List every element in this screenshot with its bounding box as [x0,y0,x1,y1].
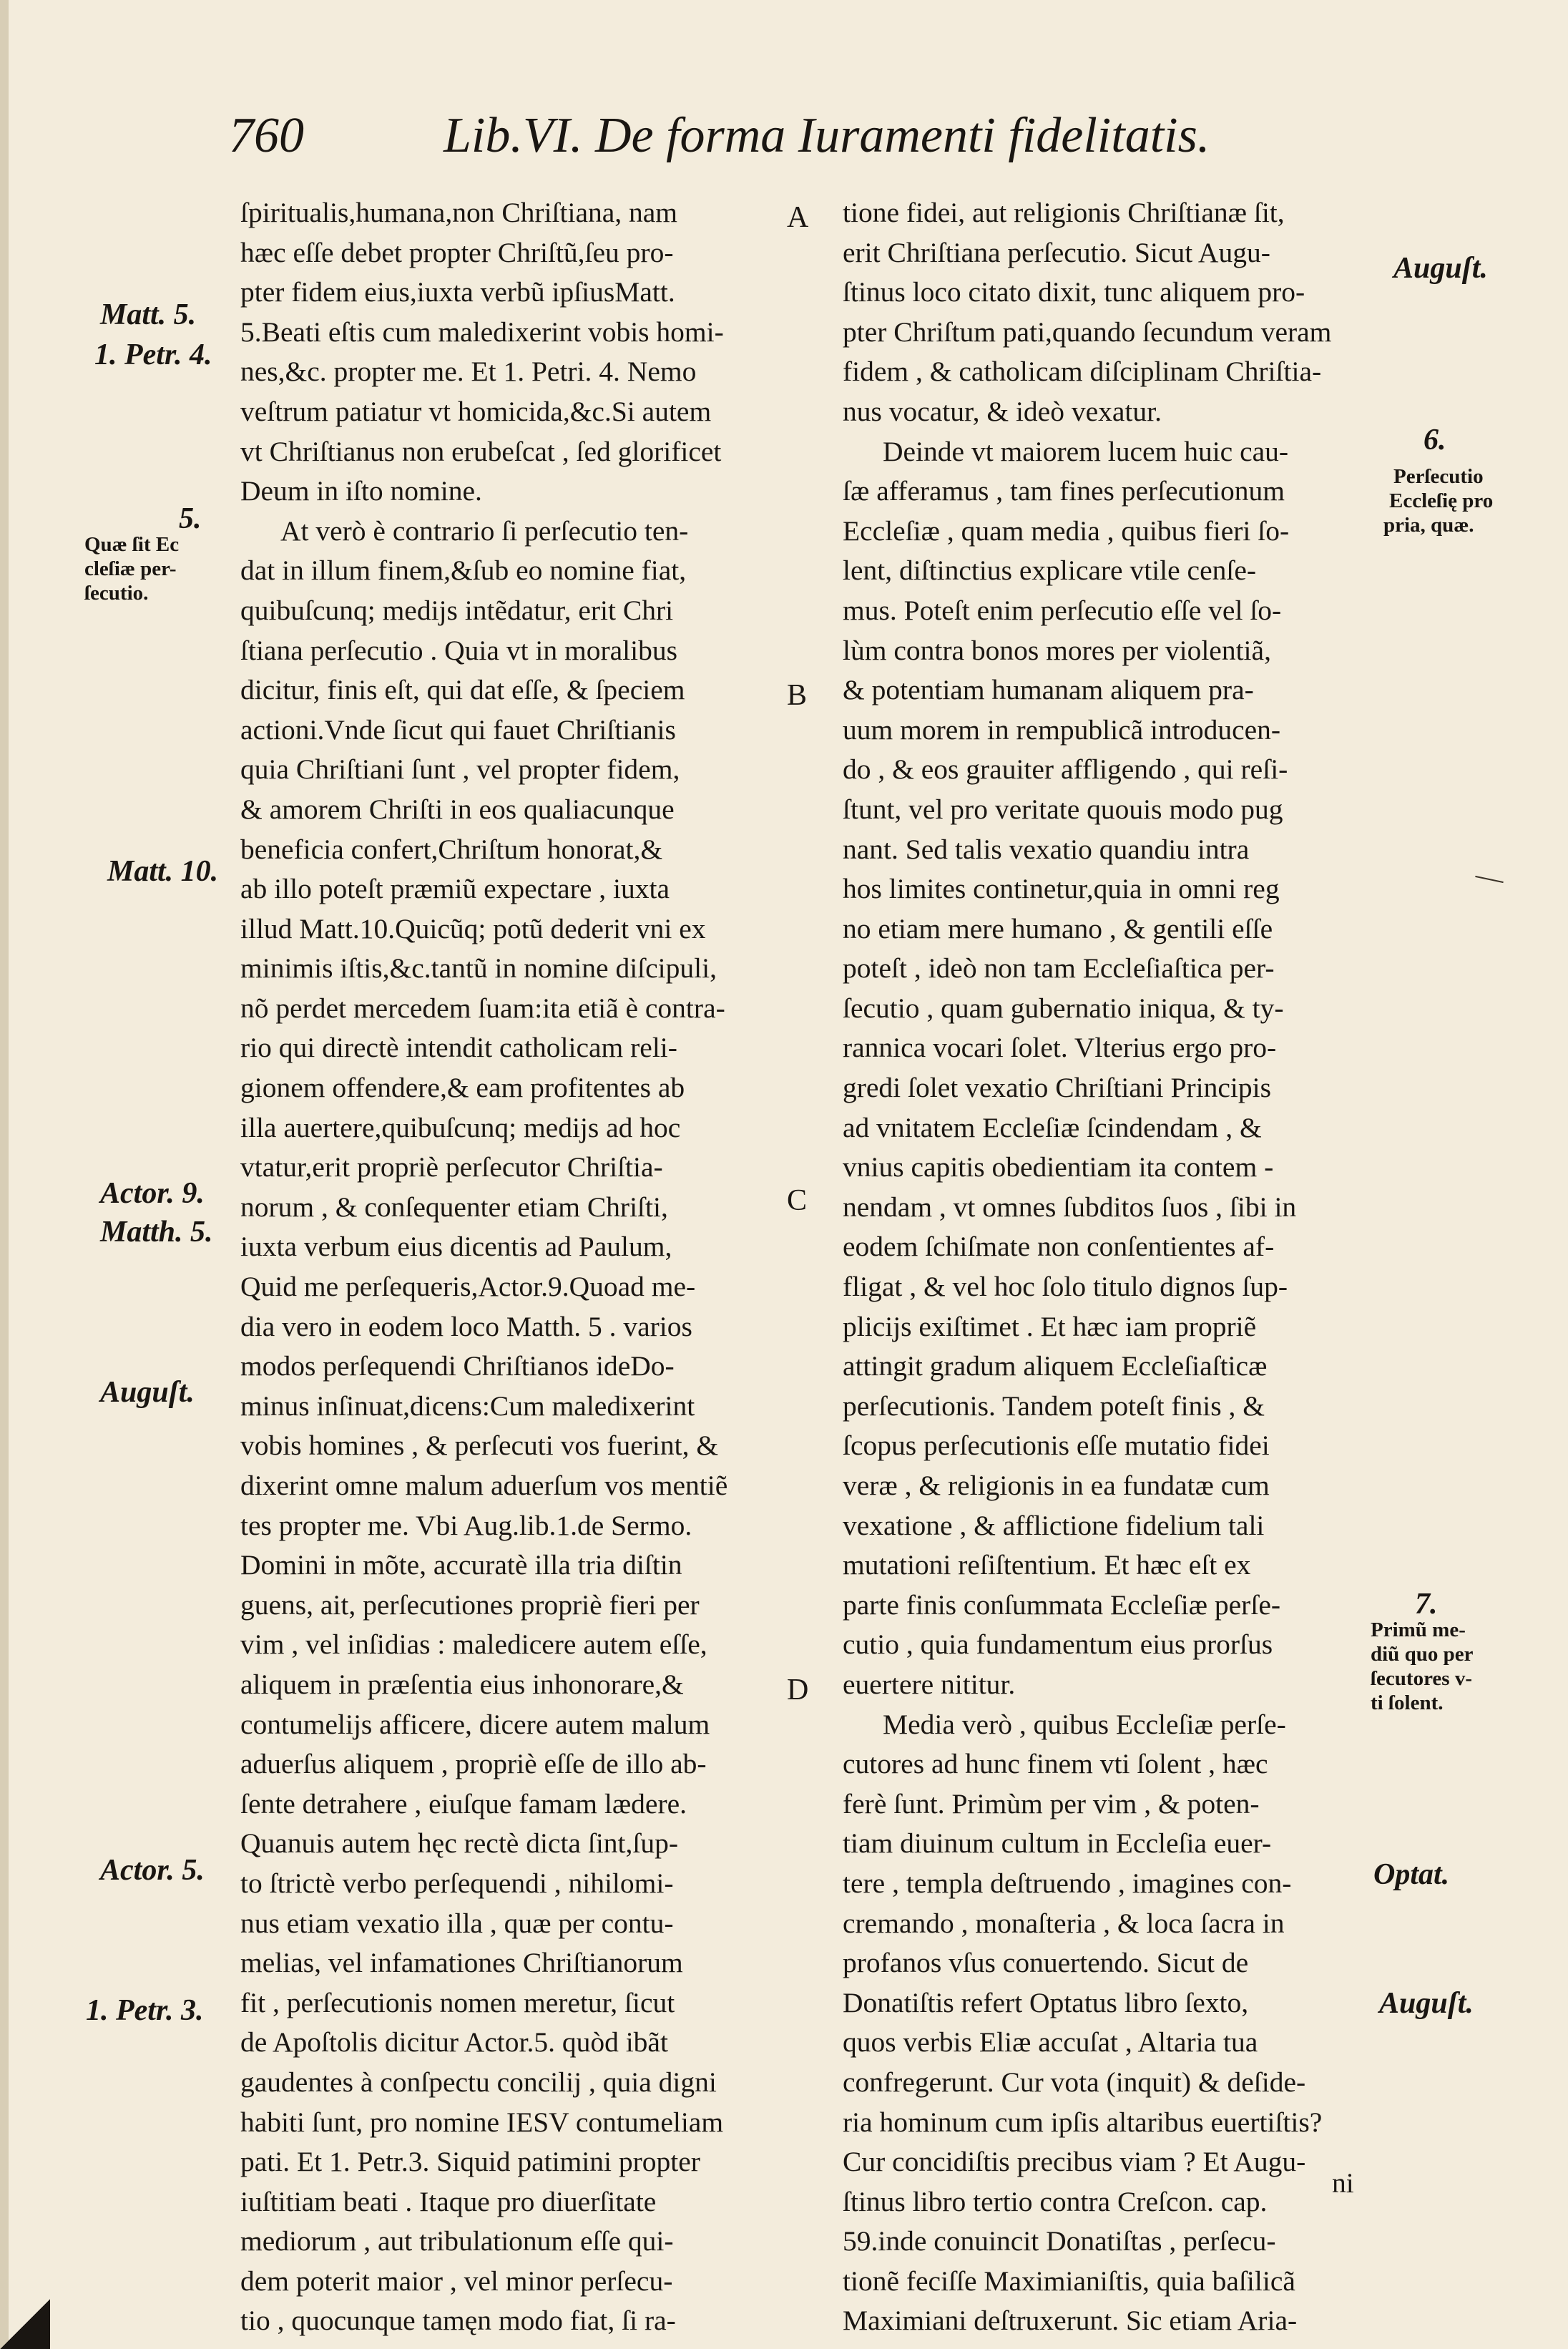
running-title: Lib.VI. De forma Iuramenti fidelitatis. [444,108,1210,163]
right-text-column [843,193,1379,2341]
right-column-line: tionẽ feciſſe Maximianiſtis, quia baſilicã [843,2265,1295,2297]
left-column-line: rio qui directè intendit catholicam reli- [240,1032,677,1064]
left-column-line: minimis iſtis,&c.tantũ in nomine diſcipuli, [240,952,717,985]
right-column-line: veræ , & religionis in ea fundatæ cum [843,1470,1270,1501]
right-column-line: tere , templa deſtruendo , imagines con- [843,1867,1292,1899]
right-column-line: ſtinus loco citato dixit, tunc aliquem pro- [843,276,1305,308]
left-column-line: At verò è contrario ſi perſecutio ten- [280,514,689,547]
left-column-line: Quid me perſequeris,Actor.9.Quoad me- [240,1271,696,1303]
margin-note-quae-sit-1: Quæ ſit Ec [84,533,180,556]
left-text-column [240,193,770,2341]
left-column-line: dat in illum finem,&ſub eo nomine fiat, [240,555,687,587]
right-column-line: tione fidei, aut religionis Chriſtianæ ſit, [843,197,1285,228]
margin-note-quae-sit-2: cleſiæ per- [84,557,177,580]
right-column-line: fidem , & catholicam diſciplinam Chriſtia- [843,356,1322,388]
left-column-line: actioni.Vnde ſicut qui fauet Chriſtianis [240,713,676,746]
margin-note-august-left: Auguſt. [100,1376,195,1409]
left-column-line: iuſtitiam beati . Itaque pro diuerſitate [240,2185,657,2217]
margin-note-actor5: Actor. 5. [100,1854,205,1887]
left-column-line: aduerſus aliquem , propriè eſſe de illo ab- [240,1748,707,1780]
right-column-line: ad vnitatem Eccleſiæ ſcindendam , & [843,1111,1262,1143]
left-column-line: 5.Beati eſtis cum maledixerint vobis homi- [240,316,724,348]
right-column-line: Maximiani deſtruxerunt. Sic etiam Aria- [843,2305,1298,2337]
left-column-line: pati. Et 1. Petr.3. Siquid patimini propter [240,2146,700,2178]
right-column-line: cremando , monaſteria , & loca ſacra in [843,1907,1285,1939]
left-column-line: dixerint omne malum aduerſum vos mentiẽ [240,1470,728,1501]
left-column-line: vim , vel inſidias : maledicere autem eſſe, [240,1628,707,1661]
right-column-line: Donatiſtis refert Optatus libro ſexto, [843,1986,1249,2018]
left-column-line: nes,&c. propter me. Et 1. Petri. 4. Nemo [240,356,697,388]
left-column-line: mediorum , aut tribulationum eſſe qui- [240,2225,674,2257]
right-column-line: pter Chriſtum pati,quando ſecundum veram [843,316,1332,348]
right-column-line: & potentiam humanam aliquem pra- [843,674,1254,706]
left-column-line: iuxta verbum eius dicentis ad Paulum, [240,1231,672,1263]
page-number: 760 [229,108,304,163]
margin-note-primum-4: ti ſolent. [1371,1691,1444,1714]
left-column-line: fit , perſecutionis nomen meretur, ſicut [240,1986,675,2018]
page-corner-mark [0,2299,50,2349]
right-column-line: gredi ſolet vexatio Chriſtiani Principis [843,1072,1271,1104]
left-column-line: gaudentes à conſpectu concilij , quia digni [240,2066,717,2098]
right-column-line: nus vocatur, & ideò vexatur. [843,395,1162,427]
right-column-line: rannica vocari ſolet. Vlterius ergo pro- [843,1032,1277,1064]
page-edge [0,0,9,2349]
left-column-line: minus inſinuat,dicens:Cum maledixerint [240,1390,695,1422]
right-column-line: attingit gradum aliquem Eccleſiaſticæ [843,1350,1268,1382]
left-column-line: vt Chriſtianus non erubeſcat , ſed glorificet [240,435,722,467]
right-column-line: ſtunt, vel pro veritate quouis modo pug [843,793,1283,825]
left-column-line: dicitur, finis eſt, qui dat eſſe, & ſpeciem [240,674,685,706]
right-column-line: ria hominum cum ipſis altaribus euertiſtis? [843,2106,1323,2138]
right-column-line: hos limites continetur,quia in omni reg [843,873,1280,905]
right-column-line: perſecutionis. Tandem poteſt finis , & [843,1390,1265,1422]
left-column-line: norum , & conſequenter etiam Chriſti, [240,1191,668,1223]
running-header [229,107,1302,172]
margin-note-primum-2: diũ quo per [1371,1643,1474,1666]
margin-note-optat: Optat. [1373,1858,1450,1891]
left-column-line: & amorem Chriſti in eos qualiacunque [240,793,675,825]
right-column-line: ſcopus perſecutionis eſſe mutatio fidei [843,1430,1270,1462]
left-column-line: pter fidem eius,iuxta verbũ ipſiusMatt. [240,276,675,308]
left-column-line: illa auertere,quibuſcunq; medijs ad hoc [240,1111,681,1143]
right-column-line: euertere nititur. [843,1668,1016,1700]
left-column-line: guens, ait, perſecutiones propriè fieri per [240,1588,700,1621]
left-column-line: nus etiam vexatio illa , quæ per contu- [240,1907,674,1939]
right-column-line: ferè ſunt. Primùm per vim , & poten- [843,1787,1260,1820]
right-column-line: ſecutio , quam gubernatio iniqua, & ty- [843,992,1284,1024]
left-column-line: quia Chriſtiani ſunt , vel propter fidem, [240,753,680,786]
left-column-line: melias, vel infamationes Chriſtianorum [240,1947,683,1979]
left-column-line: ab illo poteſt præmiũ expectare , iuxta [240,873,670,905]
right-column-line: eodem ſchiſmate non conſentientes af- [843,1231,1275,1263]
left-column-line: vtatur,erit propriè perſecutor Chriſtia- [240,1151,663,1183]
left-column-line: ſente detrahere , eiuſque famam lædere. [240,1787,687,1820]
right-column-line: Eccleſiæ , quam media , quibus fieri ſo- [843,514,1290,547]
right-column-line: parte finis conſummata Eccleſiæ perſe- [843,1588,1280,1621]
right-column-line: fligat , & vel hoc ſolo titulo dignos ſup- [843,1271,1288,1303]
right-column-line: nant. Sed talis vexatio quandiu intra [843,833,1250,865]
left-column-line: aliquem in præſentia eius inhonorare,& [240,1668,684,1700]
left-column-line: gionem offendere,& eam profitentes ab [240,1072,685,1104]
left-column-line: modos perſequendi Chriſtianos ideDo- [240,1350,675,1382]
right-column-line: mutationi reſiſtentium. Et hæc eſt ex [843,1549,1251,1581]
left-column-line: quibuſcunq; medijs intẽdatur, erit Chri [240,594,674,626]
margin-note-number-5: 5. [179,502,202,535]
left-column-line: beneficia confert,Chriſtum honorat,& [240,833,663,865]
left-column-line: to ſtrictè verbo perſequendi , nihilomi- [240,1867,674,1899]
left-column-line: veſtrum patiatur vt homicida,&c.Si autem [240,395,712,427]
right-column-line: 59.inde conuincit Donatiſtas , perſecu- [843,2225,1276,2257]
left-column-line: nõ perdet mercedem ſuam:ita etiã è contra- [240,992,725,1024]
right-column-line: ſtinus libro tertio contra Creſcon. cap. [843,2185,1268,2217]
left-column-line: tio , quocunque tamęn modo fiat, ſi ra- [240,2305,676,2337]
right-column-line: Deinde vt maiorem lucem huic cau- [883,435,1289,467]
section-letter-d: D [787,1674,809,1706]
right-column-line: uum morem in rempublicã introducen- [843,713,1281,746]
left-column-line: de Apoſtolis dicitur Actor.5. quòd ibãt [240,2026,668,2059]
left-column-line: illud Matt.10.Quicũq; potũ dederit vni ex [240,912,706,944]
left-column-line: Deum in iſto nomine. [240,475,482,507]
left-column-line: Domini in mõte, accuratè illa tria diſtin [240,1549,682,1581]
right-column-line: vexatione , & afflictione fidelium tali [843,1509,1265,1541]
right-column-line: lent, diſtinctius explicare vtile cenſe- [843,555,1257,587]
left-column-line: hæc eſſe debet propter Chriſtũ,ſeu pro- [240,236,674,268]
right-column-line: vnius capitis obedientiam ita contem - [843,1151,1274,1183]
left-column-line: dem poterit maior , vel minor perſecu- [240,2265,673,2297]
right-column-line: Media verò , quibus Eccleſiæ perſe- [883,1708,1286,1740]
margin-note-persecutio-1: Perſecutio [1393,465,1484,488]
right-column-line: plicijs exiſtimet . Et hæc iam propriẽ [843,1310,1257,1342]
margin-note-august-right-1: Auguſt. [1393,252,1488,285]
right-column-line: ſæ afferamus , tam fines perſecutionum [843,475,1285,507]
section-letter-b: B [787,679,808,712]
right-column-line: no etiam mere humano , & gentili eſſe [843,912,1273,944]
right-column-line: do , & eos grauiter affligendo , qui reſi- [843,753,1288,786]
margin-note-number-6: 6. [1424,424,1446,456]
margin-note-persecutio-3: pria, quæ. [1383,514,1474,537]
right-column-line: tiam diuinum cultum in Eccleſia euer- [843,1827,1272,1860]
margin-note-petr4: 1. Petr. 4. [94,338,212,371]
margin-note-matt10: Matt. 10. [107,855,219,888]
right-column-line: profanos vſus conuertendo. Sicut de [843,1947,1249,1979]
left-column-line: vobis homines , & perſecuti vos fuerint, & [240,1430,719,1462]
section-letter-a: A [787,201,809,234]
left-column-line: habiti ſunt, pro nomine IESV contumeliam [240,2106,724,2138]
margin-note-matth5: Matth. 5. [100,1216,213,1249]
margin-note-petr3: 1. Petr. 3. [86,1994,204,2027]
right-column-line: confregerunt. Cur vota (inquit) & deſide- [843,2066,1306,2098]
section-letter-c: C [787,1184,808,1217]
margin-note-number-7: 7. [1415,1588,1438,1621]
right-column-line: nendam , vt omnes ſubditos ſuos , ſibi in [843,1191,1297,1223]
catchword: ni [1332,2167,1354,2199]
right-column-line: quos verbis Eliæ accuſat , Altaria tua [843,2026,1258,2059]
margin-note-matt5: Matt. 5. [100,298,197,331]
right-column-line: cutio , quia fundamentum eius prorſus [843,1628,1273,1661]
margin-note-persecutio-2: Eccleſię pro [1389,489,1494,512]
margin-note-august-right-2: Auguſt. [1379,1987,1474,2020]
stray-mark [1475,876,1504,883]
left-column-line: contumelijs afficere, dicere autem malum [240,1708,710,1740]
margin-note-primum-1: Primũ me- [1371,1618,1466,1641]
right-column-line: cutores ad hunc finem vti ſolent , hæc [843,1748,1268,1780]
left-column-line: ſtiana perſecutio . Quia vt in moralibus [240,634,677,666]
right-column-line: lùm contra bonos mores per violentiã, [843,634,1271,666]
left-column-line: Quanuis autem hęc rectè dicta ſint,ſup- [240,1827,679,1860]
right-column-line: erit Chriſtiana perſecutio. Sicut Augu- [843,236,1270,268]
right-column-line: poteſt , ideò non tam Eccleſiaſtica per- [843,952,1275,985]
right-column-line: mus. Poteſt enim perſecutio eſſe vel ſo- [843,594,1282,626]
left-column-line: ſpiritualis,humana,non Chriſtiana, nam [240,197,678,228]
margin-note-quae-sit-3: ſecutio. [84,582,149,605]
left-column-line: tes propter me. Vbi Aug.lib.1.de Sermo. [240,1509,692,1541]
margin-note-actor9: Actor. 9. [100,1177,205,1210]
left-column-line: dia vero in eodem loco Matth. 5 . varios [240,1310,692,1342]
margin-note-primum-3: ſecutores v- [1371,1667,1472,1690]
right-column-line: Cur concidiſtis precibus viam ? Et Augu- [843,2146,1306,2178]
